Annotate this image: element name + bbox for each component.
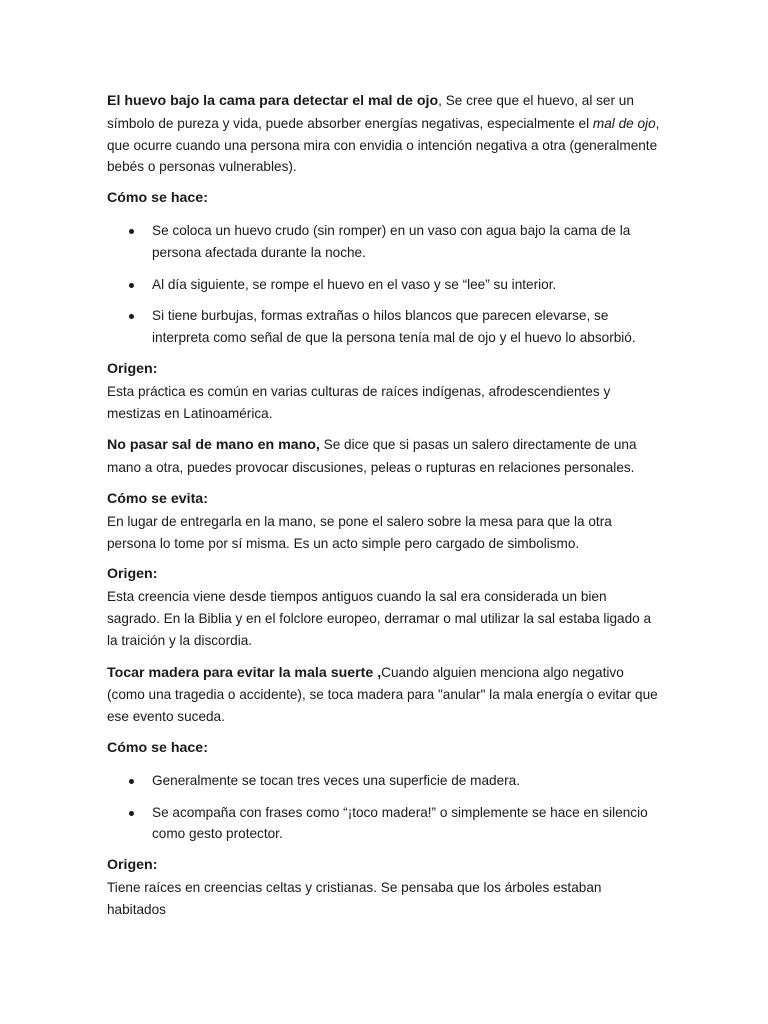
origin-heading: Origen: xyxy=(107,857,158,874)
section-title: No pasar sal de mano en mano, xyxy=(107,437,320,454)
bullet-icon xyxy=(129,811,134,816)
list-item xyxy=(107,274,663,296)
list-item xyxy=(107,770,663,792)
list-item xyxy=(107,305,663,349)
origin-text: Esta práctica es común en varias culturas de raíces indígenas, afrodescendientes y mestizas en Latinoamérica. xyxy=(107,383,611,421)
bullet-icon xyxy=(129,283,134,288)
title-separator: , xyxy=(438,93,446,108)
intro-text: Se cree que el huevo, al ser un símbolo de pureza y vida, puede absorber energías negativas, especialmente el xyxy=(107,93,634,131)
steps-list xyxy=(107,770,663,845)
intro-emphasis: mal de ojo xyxy=(592,115,656,131)
section-title: El huevo bajo la cama para detectar el mal de ojo xyxy=(107,93,439,109)
section-huevo-intro xyxy=(107,90,663,178)
how-text: En lugar de entregarla en la mano, se pone el salero sobre la mesa para que la otra persona lo tome por sí misma. Es un acto simple pero cargado de simbolismo. xyxy=(107,513,612,551)
how-heading: Cómo se hace: xyxy=(107,190,208,207)
intro-text: Cuando alguien menciona algo negativo (como una tragedia o accidente), se toca madera para "anular" la mala energía o evitar que ese evento suceda. xyxy=(107,664,658,725)
origin-text: Tiene raíces en creencias celtas y cristianas. Se pensaba que los árboles estaban habitados xyxy=(107,879,602,917)
section-sal-intro xyxy=(107,434,663,479)
how-heading: Cómo se evita: xyxy=(107,490,208,507)
list-item-text: Generalmente se tocan tres veces una superficie de madera. xyxy=(152,772,520,788)
intro-text-cont: , que ocurre cuando una persona mira con envidia o intención negativa a otra (generalmente bebés o personas vulnerables). xyxy=(107,115,660,175)
list-item-text: Se acompaña con frases como “¡toco madera!” o simplemente se hace en silencio como gesto protector. xyxy=(152,804,648,842)
bullet-icon xyxy=(129,314,134,319)
origin-text: Esta creencia viene desde tiempos antiguos cuando la sal era considerada un bien sagrado. En la Biblia y en el folclore europeo, derramar o mal utilizar la sal estaba ligado a la traición y la discordia. xyxy=(107,589,652,648)
list-item-text: Al día siguiente, se rompe el huevo en el vaso y se “lee” su interior. xyxy=(152,276,557,292)
list-item xyxy=(107,220,663,264)
bullet-icon xyxy=(129,229,134,234)
list-item-text: Se coloca un huevo crudo (sin romper) en un vaso con agua bajo la cama de la persona afectada durante la noche. xyxy=(152,222,631,260)
intro-text: Se dice que si pasas un salero directamente de una mano a otra, puedes provocar discusiones, peleas o rupturas en relaciones personales. xyxy=(107,437,637,476)
document-page xyxy=(107,90,663,931)
steps-list xyxy=(107,220,663,349)
how-heading: Cómo se hace: xyxy=(107,739,208,756)
origin-heading: Origen: xyxy=(107,360,158,377)
section-madera-intro xyxy=(107,662,663,728)
list-item-text: Si tiene burbujas, formas extrañas o hilos blancos que parecen elevarse, se interpreta como señal de que la persona tenía mal de ojo y el huevo lo absorbió. xyxy=(152,308,636,346)
section-title: Tocar madera para evitar la mala suerte , xyxy=(107,664,382,681)
origin-heading: Origen: xyxy=(107,566,158,583)
list-item xyxy=(107,802,663,846)
bullet-icon xyxy=(129,779,134,784)
